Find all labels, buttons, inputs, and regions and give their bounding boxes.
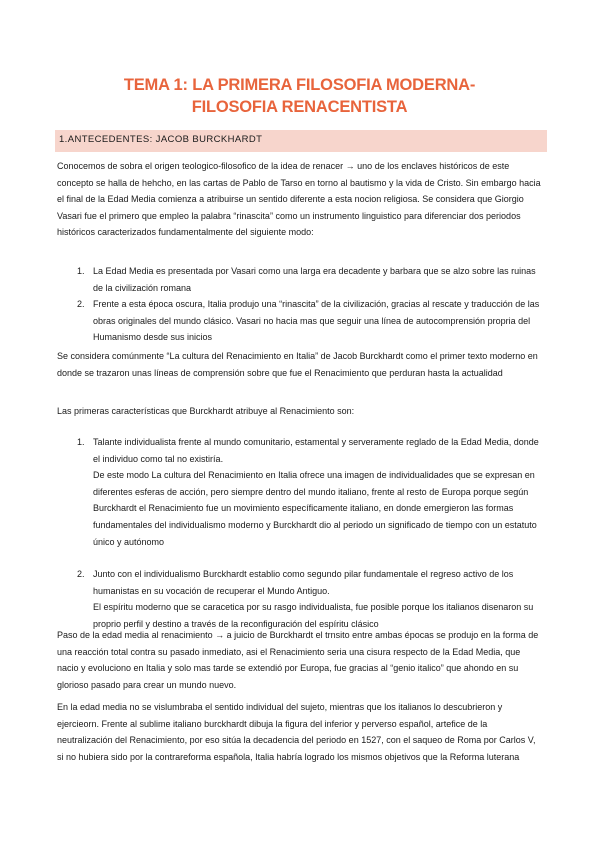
paragraph-intro: Conocemos de sobra el origen teologico-filosofico de la idea de renacer → uno de los enclaves históricos de este concepto se halla de hehcho, en las cartas de Pablo de Tarso en torno al bautismo y la vida de Cristo. Sin embargo hacia el final de la Edad Media comienza a atribuirse un sentido diferente a esta nocion religiosa. Se considera que Giorgio Vasari fue el primero que empleo la palabra “rinascita” como un instrumento linguistico para diferenciar dos periodos históricos caracterizados fundamentalmente del siguiente modo: <box>57 161 541 238</box>
list-item-subtext: De este modo La cultura del Renacimiento en Italia ofrece una imagen de individualidades que se expresan en diferentes esferas de acción, pero siempre dentro del mundo italiano, frente al resto de Europa porque según Burckhardt el Renacimiento fue un movimiento específicamente italiano, en donde emergieron las formas fundamentales del individualismo moderno y Burckhardt dio al periodo un significado de tiempo con un estatuto único y autónomo <box>93 470 537 547</box>
section-heading-bar <box>55 130 547 152</box>
paragraph-individual: En la edad media no se vislumbraba el sentido individual del sujeto, mientras que los italianos lo descubrieron y ejercieorn. Frente al sublime italiano burckhardt dibuja la figura del inferior y perverso español, artefice de la neutralización del Renacimiento, por eso sitúa la decadencia del periodo en 1527, con el saqueo de Roma por Carlos V, si no hubiera sido por la contrareforma española, Italia habría logrado los mismos objetivos que la Reforma luterana <box>57 702 536 762</box>
list-item <box>57 434 544 550</box>
list-number: 2. <box>77 569 85 580</box>
list-number: 1. <box>77 266 85 276</box>
list-item-subtext: El espíritu moderno que se caracetica por su rasgo individualista, fue posible porque los italianos disenaron su proprio perfil y destino a través de la reconfiguración del espíritu clásico <box>93 602 534 629</box>
list-item <box>57 566 544 632</box>
characteristics-list <box>57 434 544 633</box>
paragraph-transition: Paso de la edad media al renacimiento → a juicio de Burckhardt el trnsito entre ambas épocas se produjo en la forma de una reacción total contra su pasado inmediato, asi el Renacimiento seria una cisura respecto de la Edad Media, que nacio y evoluciono en Italia y solo mas tarde se extendió por Europa, fue gracias al “genio italico” que ahondo en su glorioso pasado para crear un mundo nuevo. <box>57 630 539 690</box>
list-item-text: La Edad Media es presentada por Vasari como una larga era decadente y barbara que se alzo sobre las ruinas de la civilización romana <box>93 266 536 293</box>
paragraph-burckhardt: Se considera comúnmente “La cultura del Renacimiento en Italia” de Jacob Burckhardt como el primer texto moderno en donde se trazaron unas líneas de comprensión sobre que fue el Renacimiento que perduran hasta la actualidad <box>57 351 538 378</box>
list-item-text: Junto con el individualismo Burckhardt establio como segundo pilar fundamentale el regreso activo de los humanistas en su vocación de recuperar el Mundo Antiguo. <box>93 569 514 596</box>
list-item <box>57 296 544 346</box>
list-number: 2. <box>77 299 85 310</box>
list-item <box>57 263 544 296</box>
section-heading: 1.ANTECEDENTES: JACOB BURCKHARDT <box>59 134 263 145</box>
list-item-text: Frente a esta época oscura, Italia produjo una “rinascita” de la civilización, gracias al rescate y traducción de las obras originales del mundo clásico. Vasari no hacia mas que seguir una línea de autocomprensión propria del Humanismo desde sus inicios <box>93 299 540 343</box>
paragraph-characteristics: Las primeras características que Burckhardt atribuye al Renacimiento son: <box>57 406 355 416</box>
title-line-1: TEMA 1: LA PRIMERA FILOSOFIA MODERNA- <box>123 76 476 94</box>
title-line-2: FILOSOFIA RENACENTISTA <box>191 98 408 116</box>
page-title <box>60 74 539 118</box>
list-item-text: Talante individualista frente al mundo comunitario, estamental y serveramente reglado de la Edad Media, donde el individuo como tal no existiría. <box>93 437 539 464</box>
list-number: 1. <box>77 437 85 447</box>
vasari-list <box>57 263 544 346</box>
